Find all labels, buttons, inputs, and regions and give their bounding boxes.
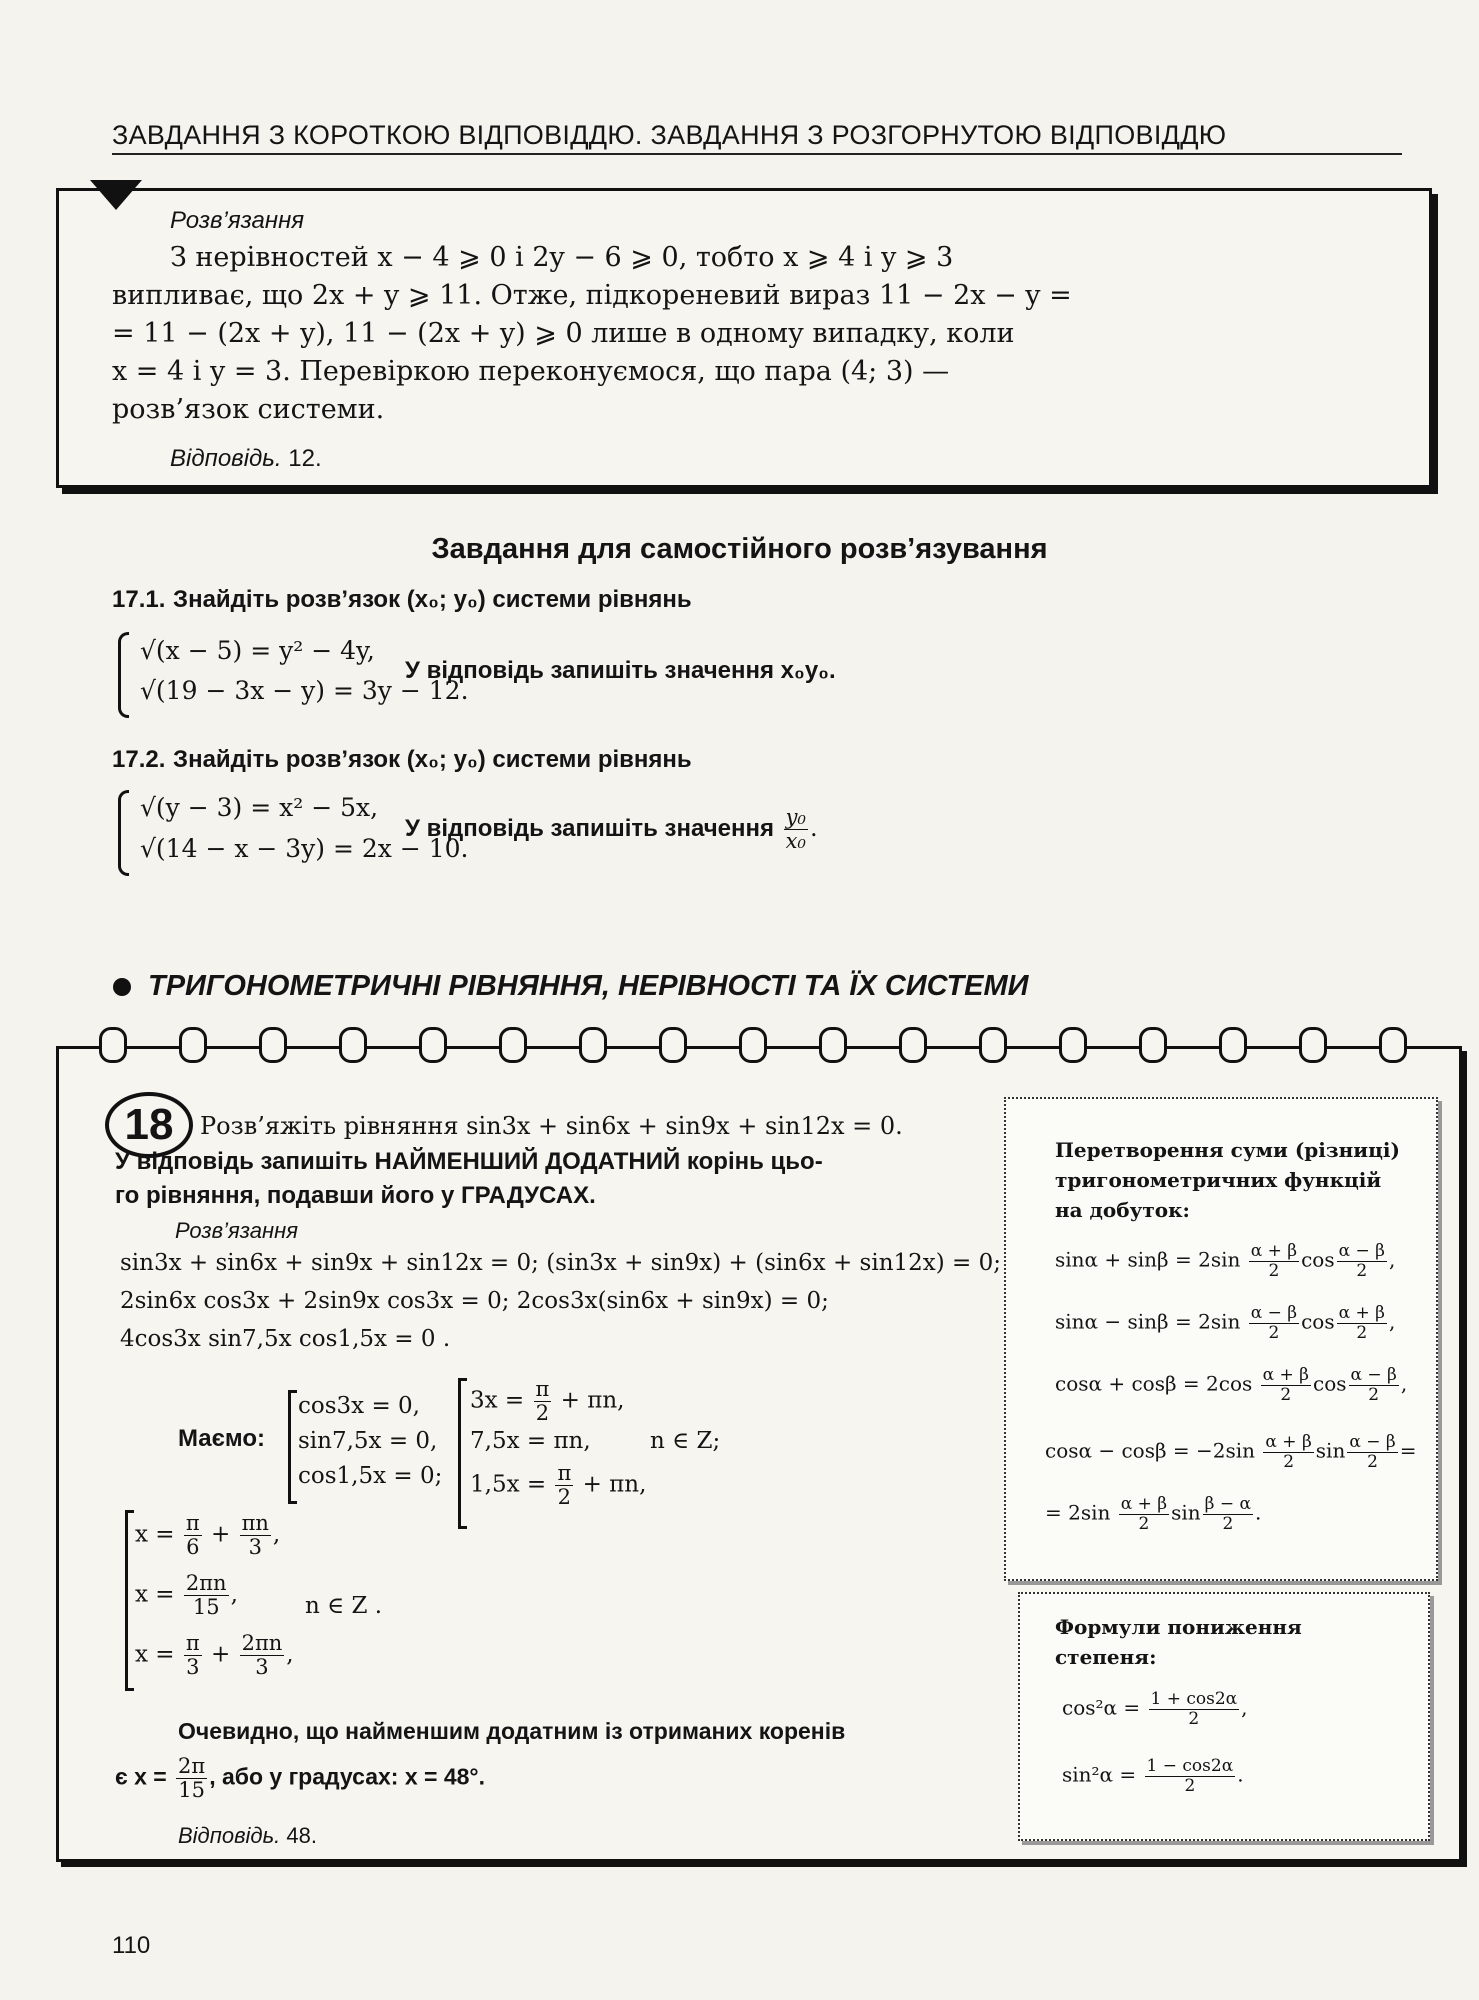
maemo-label: Маємо: xyxy=(178,1425,265,1452)
root-x: x = xyxy=(135,1581,175,1608)
bracket xyxy=(288,1390,297,1504)
solution-line: = 11 − (2x + y), 11 − (2x + y) ⩾ 0 лише в одному випадку, коли xyxy=(112,318,1015,349)
task-text: Знайдіть розв’язок (x₀; y₀) системи рівнянь xyxy=(173,746,692,773)
ring-icon xyxy=(659,1027,687,1063)
root-eq: + πn, xyxy=(560,1387,625,1414)
root-eq: 7,5x = πn, xyxy=(470,1428,591,1454)
answer-label: Відповідь. xyxy=(170,445,282,472)
fraction: $\frac{\alpha + \beta}{2}$ xyxy=(1338,1303,1385,1343)
equation: √(19 − 3x − y) = 3y − 12. xyxy=(140,676,469,705)
task-number-badge: 18 xyxy=(105,1092,193,1158)
ring-icon xyxy=(179,1027,207,1063)
bullet-icon xyxy=(113,978,131,996)
ring-icon xyxy=(419,1027,447,1063)
root-eq: 1,5x = xyxy=(470,1471,547,1498)
solution-line: sin3x + sin6x + sin9x + sin12x = 0; (sin3x + sin9x) + (sin6x + sin12x) = 0; xyxy=(120,1250,1001,1276)
fraction: $\frac{\pi n}{3}$ xyxy=(241,1511,269,1560)
fraction: $\frac{\pi}{3}$ xyxy=(185,1631,200,1680)
root-x: x = xyxy=(135,1521,175,1548)
solution-label: Розв’язання xyxy=(175,1218,298,1243)
fraction: $\frac{\beta - \alpha}{2}$ xyxy=(1204,1494,1252,1534)
section-title: ТРИГОНОМЕТРИЧНІ РІВНЯННЯ, НЕРІВНОСТІ ТА ЇХ СИСТЕМИ xyxy=(148,970,1029,1002)
fraction: $\frac{\alpha + \beta}{2}$ xyxy=(1265,1432,1312,1472)
ring-icon xyxy=(339,1027,367,1063)
solution-line: 4cos3x sin7,5x cos1,5x = 0 . xyxy=(120,1326,451,1352)
solution-line: З нерівностей x − 4 ⩾ 0 і 2y − 6 ⩾ 0, тобто x ⩾ 4 і y ⩾ 3 xyxy=(170,242,954,273)
fraction: $\frac{\alpha + \beta}{2}$ xyxy=(1262,1365,1309,1405)
solution-line: 2sin6x cos3x + 2sin9x cos3x = 0; 2cos3x(sin6x + sin9x) = 0; xyxy=(120,1288,829,1314)
page-number: 110 xyxy=(112,1932,151,1959)
fraction: $\frac{2\pi}{15}$ xyxy=(178,1754,206,1803)
answer-label: Відповідь. xyxy=(178,1823,281,1848)
fraction: $\frac{\alpha - \beta}{2}$ xyxy=(1250,1303,1298,1343)
formula: cosα + cosβ = 2cos xyxy=(1055,1371,1253,1396)
task-text: У відповідь запишіть НАЙМЕНШИЙ ДОДАТНИЙ корінь цьо- xyxy=(115,1148,823,1175)
bracket xyxy=(458,1378,467,1529)
conclusion: Очевидно, що найменшим додатним із отриманих коренів xyxy=(178,1718,846,1744)
answer-value: 48. xyxy=(286,1823,317,1848)
task-text: Розв’яжіть рівняння sin3x + sin6x + sin9x + sin12x = 0. xyxy=(200,1112,903,1140)
set-note: n ∈ Z; xyxy=(650,1428,721,1454)
set-note: n ∈ Z . xyxy=(305,1593,383,1619)
conclusion: , або у градусах: x = 48°. xyxy=(209,1763,486,1790)
task-number: 17.2. xyxy=(112,746,166,773)
conclusion: є x = xyxy=(115,1763,167,1790)
solution-label: Розв’язання xyxy=(170,207,305,234)
equation: √(y − 3) = x² − 5x, xyxy=(140,793,379,822)
formula: sinα + sinβ = 2sin xyxy=(1055,1247,1241,1272)
equation: √(x − 5) = y² − 4y, xyxy=(140,636,375,665)
bracket xyxy=(125,1510,134,1691)
root-x: x = xyxy=(135,1641,175,1668)
solution-line: x = 4 і y = 3. Перевіркою переконуємося, що пара (4; 3) — xyxy=(112,356,950,387)
ring-icon xyxy=(819,1027,847,1063)
ring-icon xyxy=(979,1027,1007,1063)
formula: sin²α = xyxy=(1062,1762,1137,1787)
fraction: $\frac{2\pi n}{3}$ xyxy=(241,1631,283,1680)
fraction: $\frac{\alpha + \beta}{2}$ xyxy=(1250,1241,1298,1281)
formula-box-title: Перетворення суми (різниці) тригонометричних функцій на добуток: xyxy=(1055,1138,1400,1222)
fraction: $\frac{\alpha - \beta}{2}$ xyxy=(1350,1365,1397,1405)
task-instruction: У відповідь запишіть значення x₀y₀. xyxy=(405,657,836,684)
ring-icon xyxy=(899,1027,927,1063)
ring-icon xyxy=(1299,1027,1327,1063)
ring-icon xyxy=(99,1027,127,1063)
task-text: Знайдіть розв’язок (x₀; y₀) системи рівнянь xyxy=(173,586,692,613)
system-brace xyxy=(118,632,129,718)
section-title: Завдання для самостійного розв’язування xyxy=(431,533,1048,565)
fraction: $\frac{\alpha - \beta}{2}$ xyxy=(1338,1241,1385,1281)
ring-icon xyxy=(1059,1027,1087,1063)
ring-icon xyxy=(579,1027,607,1063)
condition: cos1,5x = 0; xyxy=(298,1463,443,1489)
fraction: $\frac{\pi}{6}$ xyxy=(185,1511,200,1560)
ring-icon xyxy=(1219,1027,1247,1063)
root-eq: 3x = xyxy=(470,1387,525,1414)
ring-icon xyxy=(499,1027,527,1063)
root-eq: + πn, xyxy=(582,1471,647,1498)
condition: sin7,5x = 0, xyxy=(298,1428,438,1454)
solution-line: розв’язок системи. xyxy=(112,394,385,425)
ring-icon xyxy=(739,1027,767,1063)
page-header: ЗАВДАННЯ З КОРОТКОЮ ВІДПОВІДДЮ. ЗАВДАННЯ З РОЗГОРНУТОЮ ВІДПОВІДДЮ xyxy=(112,120,1227,150)
formula: = 2sin xyxy=(1045,1500,1111,1525)
ring-icon xyxy=(1139,1027,1167,1063)
answer-value: 12. xyxy=(288,445,322,472)
fraction: $\frac{1 - \cos 2\alpha}{2}$ xyxy=(1146,1756,1234,1796)
solution-line: випливає, що 2x + y ⩾ 11. Отже, підкореневий вираз 11 − 2x − y = xyxy=(112,280,1072,311)
ring-icon xyxy=(259,1027,287,1063)
formula: sinα − sinβ = 2sin xyxy=(1055,1309,1241,1334)
fraction: $\frac{\alpha - \beta}{2}$ xyxy=(1349,1432,1396,1472)
formula: cosα − cosβ = −2sin xyxy=(1045,1438,1256,1463)
ring-icon xyxy=(1379,1027,1407,1063)
corner-triangle-icon xyxy=(90,180,142,210)
fraction: $\frac{\pi}{2}$ xyxy=(535,1377,550,1426)
system-brace xyxy=(118,790,129,876)
fraction: $\frac{\text{y₀}}{\text{x₀}}$ xyxy=(785,805,806,854)
task-instruction: У відповідь запишіть значення xyxy=(405,815,774,843)
fraction: $\frac{\pi}{2}$ xyxy=(557,1461,572,1510)
formula-box-title: Формули пониження степеня: xyxy=(1055,1615,1302,1669)
fraction: $\frac{\alpha + \beta}{2}$ xyxy=(1120,1494,1168,1534)
fraction: $\frac{2\pi n}{15}$ xyxy=(185,1571,227,1620)
task-number: 17.1. xyxy=(112,586,166,613)
fraction: $\frac{1 + \cos 2\alpha}{2}$ xyxy=(1150,1689,1238,1729)
header-rule xyxy=(112,153,1402,155)
task-text: го рівняння, подавши його у ГРАДУСАХ. xyxy=(115,1182,596,1209)
equation: √(14 − x − 3y) = 2x − 10. xyxy=(140,834,469,863)
formula: cos²α = xyxy=(1062,1695,1141,1720)
condition: cos3x = 0, xyxy=(298,1393,420,1419)
